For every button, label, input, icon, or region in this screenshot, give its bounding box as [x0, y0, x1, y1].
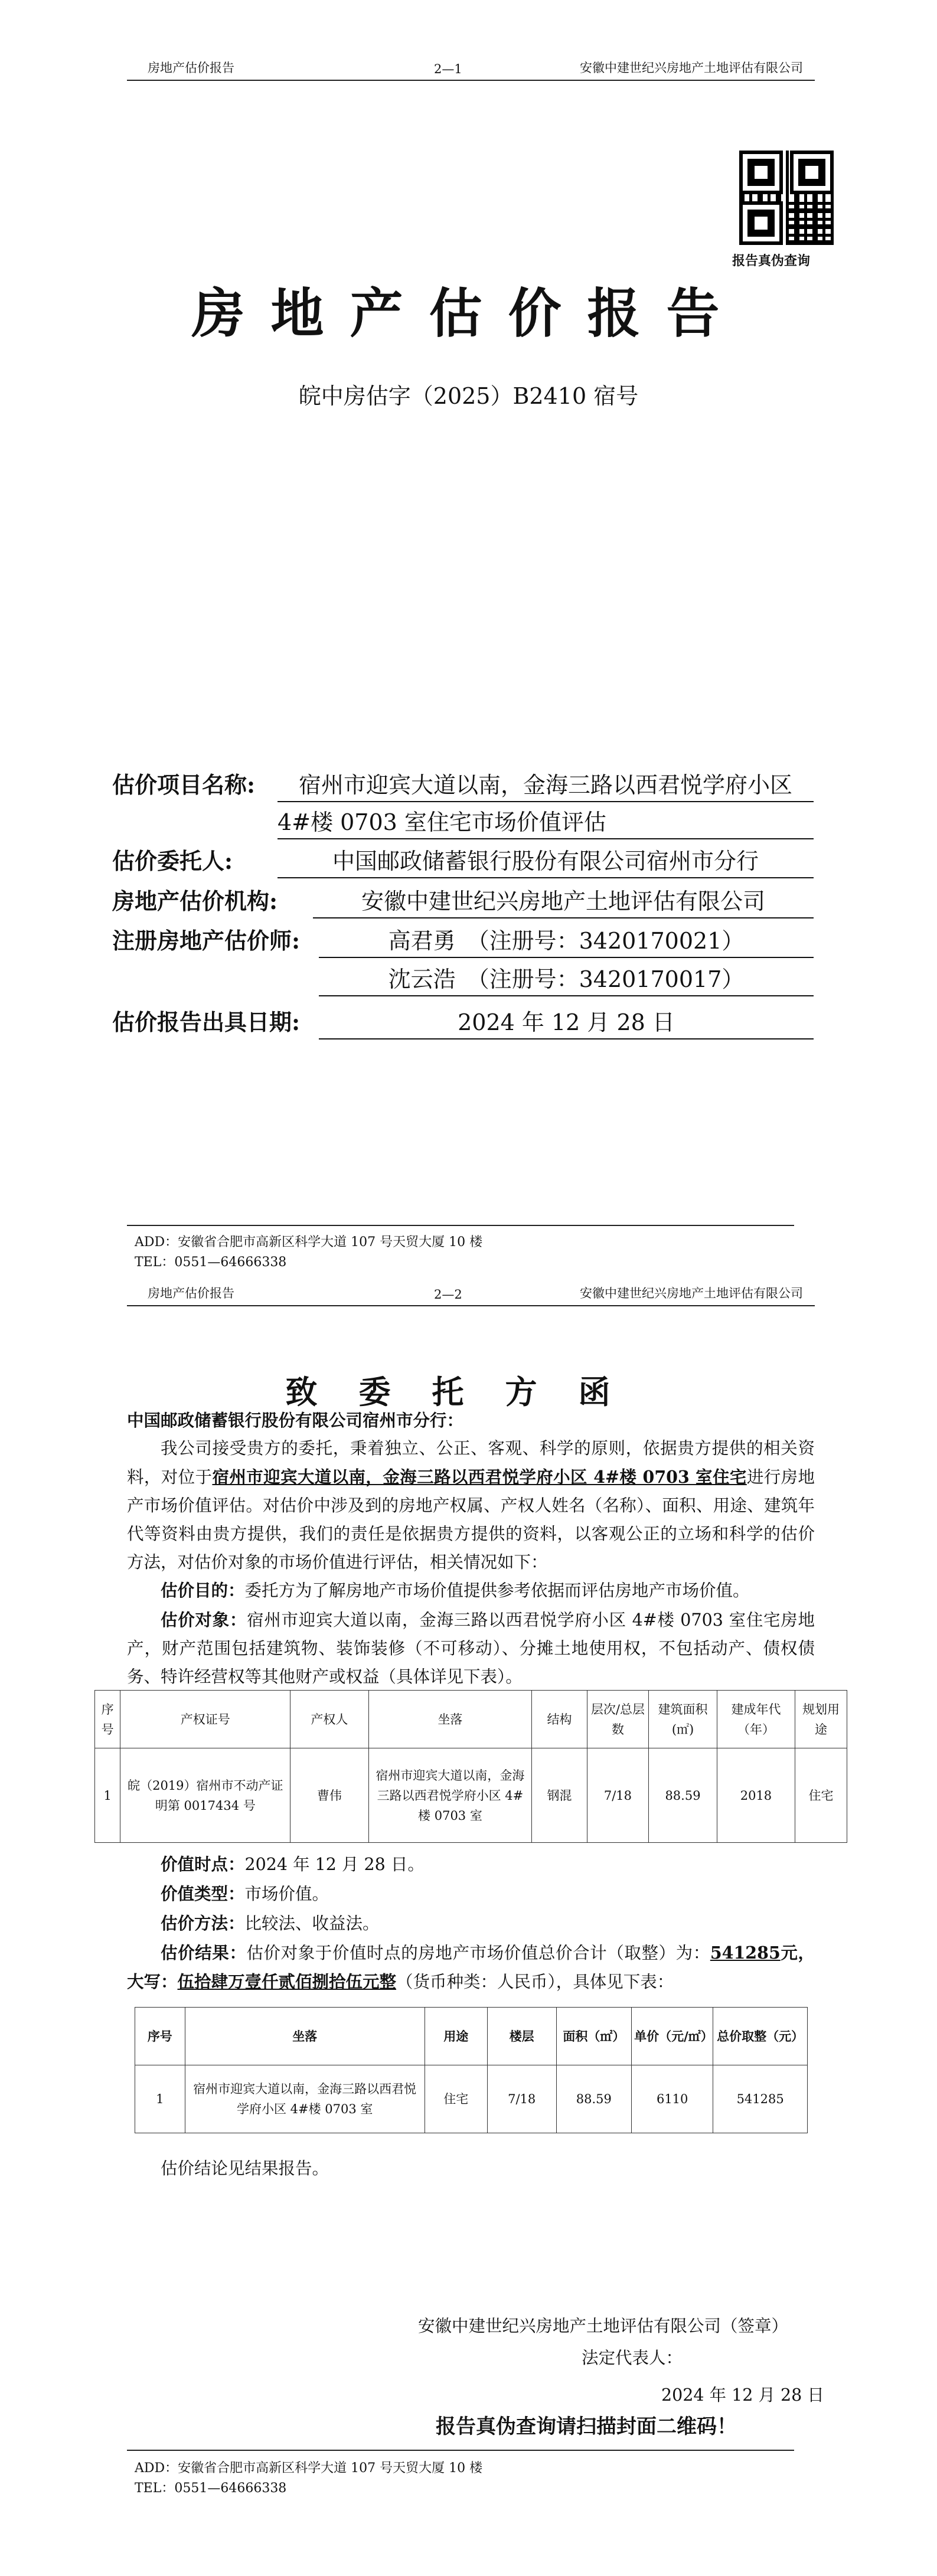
method-label: 估价方法：	[161, 1913, 245, 1933]
table-header-cell: 序号	[135, 2008, 185, 2065]
table-cell: 7/18	[587, 1748, 648, 1843]
value-type-text: 市场价值。	[244, 1884, 329, 1904]
table-cell: 钢混	[532, 1748, 587, 1843]
result-chinese-amount: 伍拾肆万壹仟贰佰捌拾伍元整	[177, 1972, 397, 1992]
table-cell: 宿州市迎宾大道以南，金海三路以西君悦学府小区 4#楼 0703 室	[368, 1748, 532, 1843]
table-cell: 2018	[717, 1748, 795, 1843]
table-cell: 皖（2019）宿州市不动产证明第 0017434 号	[120, 1748, 290, 1843]
table-cell: 1	[135, 2065, 185, 2133]
table-cell: 6110	[632, 2065, 713, 2133]
table-header-cell: 总价取整（元）	[713, 2008, 808, 2065]
signature-date: 2024 年 12 月 28 日	[661, 2385, 824, 2405]
appraiser-label: 注册房地产估价师:	[112, 927, 301, 954]
header-left: 房地产估价报告	[148, 1286, 234, 1300]
table-cell: 1	[95, 1748, 120, 1843]
table-cell: 88.59	[649, 1748, 717, 1843]
header-page-number: 2—1	[434, 62, 462, 76]
table-header-cell: 层次/总层数	[587, 1691, 648, 1748]
intro-text-c: 进行房地产市场价值评估。对估价中涉及到的房地产权属、产权人姓名（名称）、面积、用途、建筑年代等资料由贵方提供，我们的责任是依据贵方提供的资料，以客观公正的立场和科学的估价方法，对估价对象的市场价值进行评估，相关情况如下：	[127, 1467, 815, 1572]
table-cell: 88.59	[556, 2065, 632, 2133]
client-label: 估价委托人:	[112, 848, 233, 874]
value-type	[127, 1879, 815, 1908]
page2-header	[127, 1282, 815, 1306]
page2-footer-tel: TEL：0551—64666338	[135, 2481, 287, 2496]
table-cell: 住宅	[795, 1748, 847, 1843]
purpose-label: 估价目的：	[161, 1580, 245, 1600]
conclusion: 估价结论见结果报告。	[161, 2159, 329, 2178]
date-label: 估价报告出具日期:	[112, 1009, 301, 1035]
page1-footer-tel: TEL：0551—64666338	[135, 1255, 287, 1270]
table-cell: 曹伟	[290, 1748, 368, 1843]
valuation-result	[127, 1938, 815, 1996]
header-left: 房地产估价报告	[148, 61, 234, 75]
table-header-row	[95, 1691, 847, 1748]
footer-divider	[127, 2450, 794, 2451]
verification-note: 报告真伪查询请扫描封面二维码！	[436, 2415, 737, 2438]
qr-code-icon[interactable]	[739, 151, 834, 245]
table-header-cell: 建筑面积(㎡)	[649, 1691, 717, 1748]
method-text: 比较法、收益法。	[244, 1914, 380, 1933]
report-title: 房地产估价报告	[191, 282, 746, 345]
project-label: 估价项目名称:	[112, 772, 256, 798]
table-header-cell: 产权人	[290, 1691, 368, 1748]
intro-text-a: 我公司接受贵方的委托，秉着独立、公正、客观、科学的原则，依据贵方提供的相关资料，对位于	[127, 1439, 815, 1487]
table-cell: 541285	[713, 2065, 808, 2133]
table-header-cell: 坐落	[368, 1691, 532, 1748]
table-header-cell: 用途	[425, 2008, 487, 2065]
valuation-table	[135, 2007, 808, 2133]
value-time-label: 价值时点：	[161, 1854, 245, 1874]
footer-divider	[127, 1225, 794, 1226]
project-name-line1: 宿州市迎宾大道以南，金海三路以西君悦学府小区	[277, 769, 814, 802]
signature-representative: 法定代表人：	[582, 2348, 683, 2368]
table-cell: 7/18	[487, 2065, 556, 2133]
property-table	[94, 1690, 847, 1843]
header-right: 安徽中建世纪兴房地产土地评估有限公司	[580, 61, 803, 75]
page2-footer-address: ADD：安徽省合肥市高新区科学大道 107 号天贸大厦 10 楼	[135, 2461, 483, 2476]
recipient: 中国邮政储蓄银行股份有限公司宿州市分行：	[127, 1410, 464, 1430]
table-header-row	[135, 2008, 808, 2065]
appraiser-1: 高君勇 （注册号：3420170021）	[319, 925, 814, 958]
value-time	[127, 1850, 815, 1879]
valuation-method	[127, 1909, 815, 1938]
purpose-paragraph	[127, 1576, 815, 1605]
table-header-cell: 序号	[95, 1691, 120, 1748]
qr-caption: 报告真伪查询	[732, 253, 811, 269]
appraiser-2: 沈云浩 （注册号：3420170017）	[319, 963, 814, 996]
table-header-cell: 规划用途	[795, 1691, 847, 1748]
table-header-cell: 结构	[532, 1691, 587, 1748]
table-cell: 住宅	[425, 2065, 487, 2133]
purpose-text: 委托方为了解房地产市场价值提供参考依据而评估房地产市场价值。	[244, 1581, 750, 1600]
result-number: 541285	[710, 1943, 781, 1963]
signature-company: 安徽中建世纪兴房地产土地评估有限公司（签章）	[418, 2316, 789, 2336]
date-value: 2024 年 12 月 28 日	[319, 1006, 814, 1039]
value-time-text: 2024 年 12 月 28 日。	[244, 1855, 425, 1874]
result-label: 估价结果：	[161, 1943, 247, 1963]
agency-value: 安徽中建世纪兴房地产土地评估有限公司	[313, 885, 814, 918]
table-header-cell: 楼层	[487, 2008, 556, 2065]
object-text: 宿州市迎宾大道以南，金海三路以西君悦学府小区 4#楼 0703 室住宅房地产，财产范围包括建筑物、装饰装修（不可移动）、分摊土地使用权，不包括动产、债权债务、特许经营权等其他财产或权益（具体详见下表）。	[127, 1610, 815, 1686]
page1-footer-address: ADD：安徽省合肥市高新区科学大道 107 号天贸大厦 10 楼	[135, 1235, 483, 1250]
value-type-label: 价值类型：	[161, 1884, 245, 1904]
object-paragraph	[127, 1606, 815, 1691]
document-number: 皖中房估字（2025）B2410 宿号	[298, 383, 639, 409]
table-header-cell: 单价（元/㎡）	[632, 2008, 713, 2065]
object-label: 估价对象：	[161, 1610, 247, 1630]
result-text-b: 元，大写：	[127, 1943, 815, 1992]
project-name-line2: 4#楼 0703 室住宅市场价值评估	[277, 806, 814, 839]
table-header-cell: 坐落	[185, 2008, 425, 2065]
intro-property: 宿州市迎宾大道以南，金海三路以西君悦学府小区 4#楼 0703 室住宅	[212, 1467, 747, 1487]
table-header-cell: 建成年代（年）	[717, 1691, 795, 1748]
result-text-c: （货币种类：人民币），具体见下表：	[396, 1972, 674, 1992]
table-header-cell: 产权证号	[120, 1691, 290, 1748]
letter-title: 致委托方函	[285, 1373, 652, 1411]
table-row	[135, 2065, 808, 2133]
header-page-number: 2—2	[434, 1287, 462, 1302]
header-right: 安徽中建世纪兴房地产土地评估有限公司	[580, 1286, 803, 1300]
client-value: 中国邮政储蓄银行股份有限公司宿州市分行	[277, 845, 814, 878]
page1-header	[127, 56, 815, 81]
table-header-cell: 面积（㎡）	[556, 2008, 632, 2065]
table-cell: 宿州市迎宾大道以南，金海三路以西君悦学府小区 4#楼 0703 室	[185, 2065, 425, 2133]
table-row	[95, 1748, 847, 1843]
agency-label: 房地产估价机构:	[112, 888, 278, 914]
result-text-a: 估价对象于价值时点的房地产市场价值总价合计（取整）为：	[246, 1943, 710, 1963]
intro-paragraph	[127, 1434, 815, 1577]
